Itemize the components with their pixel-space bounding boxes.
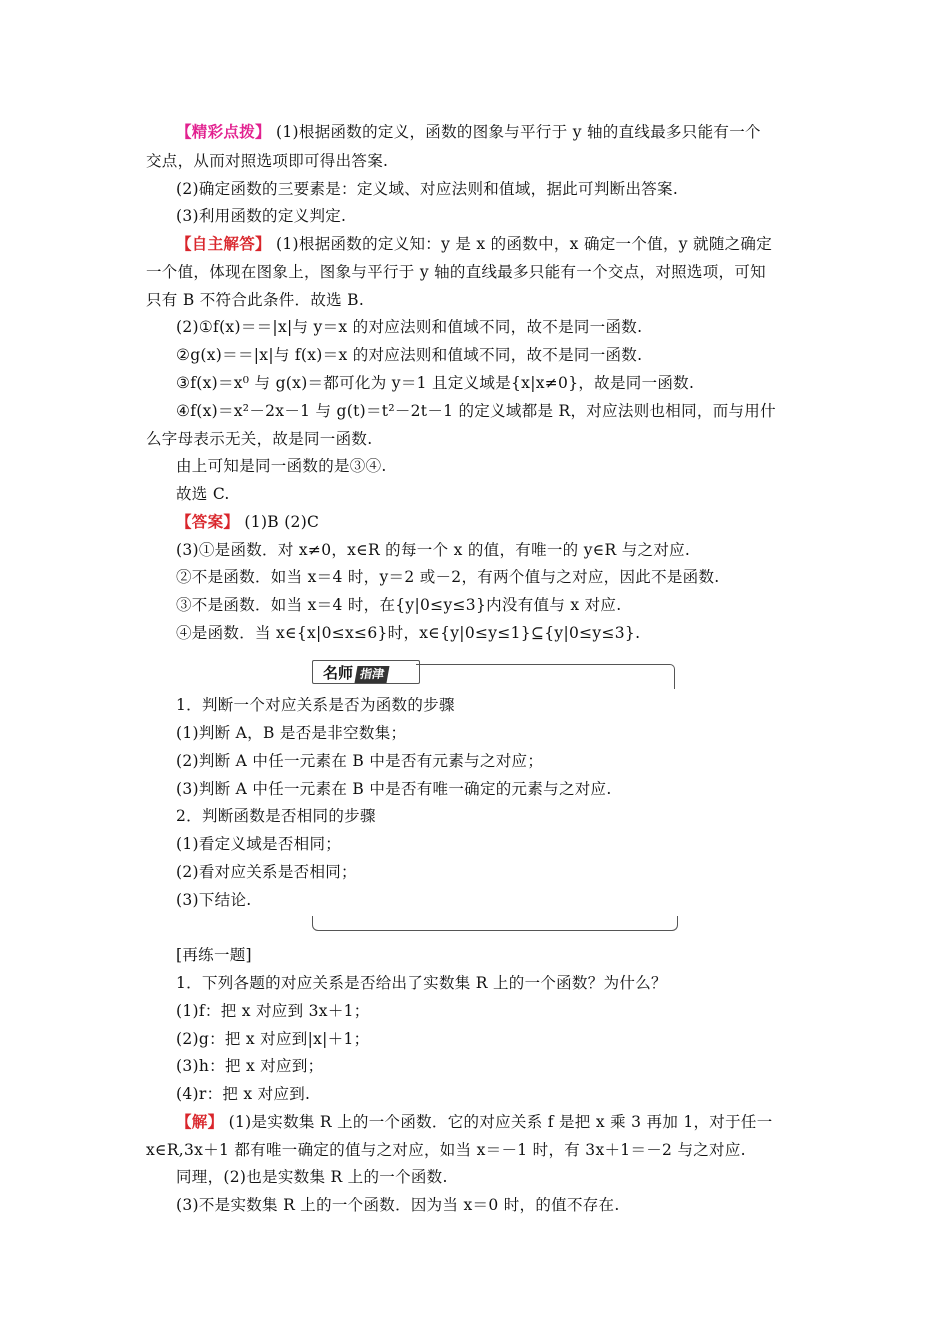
teacher-box-line: (2)判断 A 中任一元素在 B 中是否有元素与之对应；	[176, 752, 544, 770]
teacher-box-header	[312, 660, 676, 688]
paragraph-line: 一个值，体现在图象上，图象与平行于 y 轴的直线最多只能有一个交点，对照选项，可知	[146, 263, 766, 281]
paragraph-line: 由上可知是同一函数的是③④.	[176, 457, 387, 475]
teacher-box-line: (1)看定义域是否相同；	[176, 835, 342, 853]
paragraph-line: 么字母表示无关，故是同一函数.	[146, 430, 373, 448]
paragraph-line: 交点，从而对照选项即可得出答案.	[146, 152, 389, 170]
teacher-badge-accent: 指津	[355, 666, 390, 683]
box-border-top	[416, 664, 675, 689]
paragraph-line: ④f(x)＝x²－2x－1 与 g(t)＝t²－2t－1 的定义域都是 R，对应法则也相同，而与用什	[176, 402, 776, 420]
solution-tag: 【解】	[176, 1112, 224, 1131]
practice-line: (4)r：把 x 对应到.	[176, 1085, 311, 1103]
answer-tag: 【答案】	[176, 512, 240, 531]
paragraph-line: ②g(x)＝＝|x|与 f(x)＝x 的对应法则和值域不同，故不是同一函数.	[176, 346, 643, 364]
solution-tag: 【自主解答】	[176, 234, 271, 253]
paragraph-line: ③f(x)＝x⁰ 与 g(x)＝都可化为 y＝1 且定义域是{x|x≠0}，故是同一函数.	[176, 374, 695, 392]
solution-line: 同理，(2)也是实数集 R 上的一个函数.	[176, 1168, 448, 1186]
box-border-bottom	[312, 916, 678, 931]
paragraph-line: ②不是函数．如当 x＝4 时，y＝2 或－2，有两个值与之对应，因此不是函数.	[176, 568, 720, 586]
practice-line: 1．下列各题的对应关系是否给出了实数集 R 上的一个函数？为什么？	[176, 974, 667, 992]
paragraph-line: 【自主解答】 (1)根据函数的定义知：y 是 x 的函数中，x 确定一个值，y 就随之确定	[176, 234, 773, 253]
solution-line: 【解】 (1)是实数集 R 上的一个函数．它的对应关系 f 是把 x 乘 3 再加 1，对于任一	[176, 1112, 773, 1131]
paragraph-line: (3)①是函数．对 x≠0，x∈R 的每一个 x 的值，有唯一的 y∈R 与之对应.	[176, 541, 691, 559]
teacher-box-line: (3)判断 A 中任一元素在 B 中是否有唯一确定的元素与之对应.	[176, 780, 612, 798]
solution-line: (3)不是实数集 R 上的一个函数．因为当 x＝0 时，的值不存在.	[176, 1196, 620, 1214]
paragraph-line: (2)①f(x)＝＝|x|与 y＝x 的对应法则和值域不同，故不是同一函数.	[176, 318, 643, 336]
paragraph-line: (2)确定函数的三要素是：定义域、对应法则和值域，据此可判断出答案.	[176, 180, 679, 198]
teacher-badge: 名师 指津	[312, 660, 420, 684]
paragraph-line: 只有 B 不符合此条件．故选 B.	[146, 291, 365, 309]
practice-line: (3)h：把 x 对应到；	[176, 1057, 324, 1075]
practice-line: (2)g：把 x 对应到|x|＋1；	[176, 1030, 370, 1048]
paragraph-line: 故选 C.	[176, 485, 230, 503]
teacher-box-line: (2)看对应关系是否相同；	[176, 863, 357, 881]
teacher-box-line: (3)下结论.	[176, 891, 252, 909]
highlight-tag: 【精彩点拨】	[176, 122, 271, 141]
practice-line: (1)f：把 x 对应到 3x＋1；	[176, 1002, 370, 1020]
paragraph-line: ③不是函数．如当 x＝4 时，在{y|0≤y≤3}内没有值与 x 对应.	[176, 596, 622, 614]
paragraph-line: ④是函数．当 x∈{x|0≤x≤6}时，x∈{y|0≤y≤1}⊆{y|0≤y≤3}.	[176, 624, 641, 642]
paragraph-line: 【答案】 (1)B (2)C	[176, 512, 320, 531]
paragraph-line: 【精彩点拨】 (1)根据函数的定义，函数的图象与平行于 y 轴的直线最多只能有一个	[176, 122, 761, 141]
teacher-box-line: 1．判断一个对应关系是否为函数的步骤	[176, 696, 455, 714]
practice-heading: [再练一题]	[176, 946, 252, 964]
teacher-box-line: (1)判断 A，B 是否是非空数集；	[176, 724, 407, 742]
teacher-box-line: 2．判断函数是否相同的步骤	[176, 807, 376, 825]
solution-line: x∈R,3x＋1 都有唯一确定的值与之对应，如当 x＝－1 时，有 3x＋1＝－2 与之对应.	[146, 1141, 746, 1159]
paragraph-line: (3)利用函数的定义判定.	[176, 207, 347, 225]
